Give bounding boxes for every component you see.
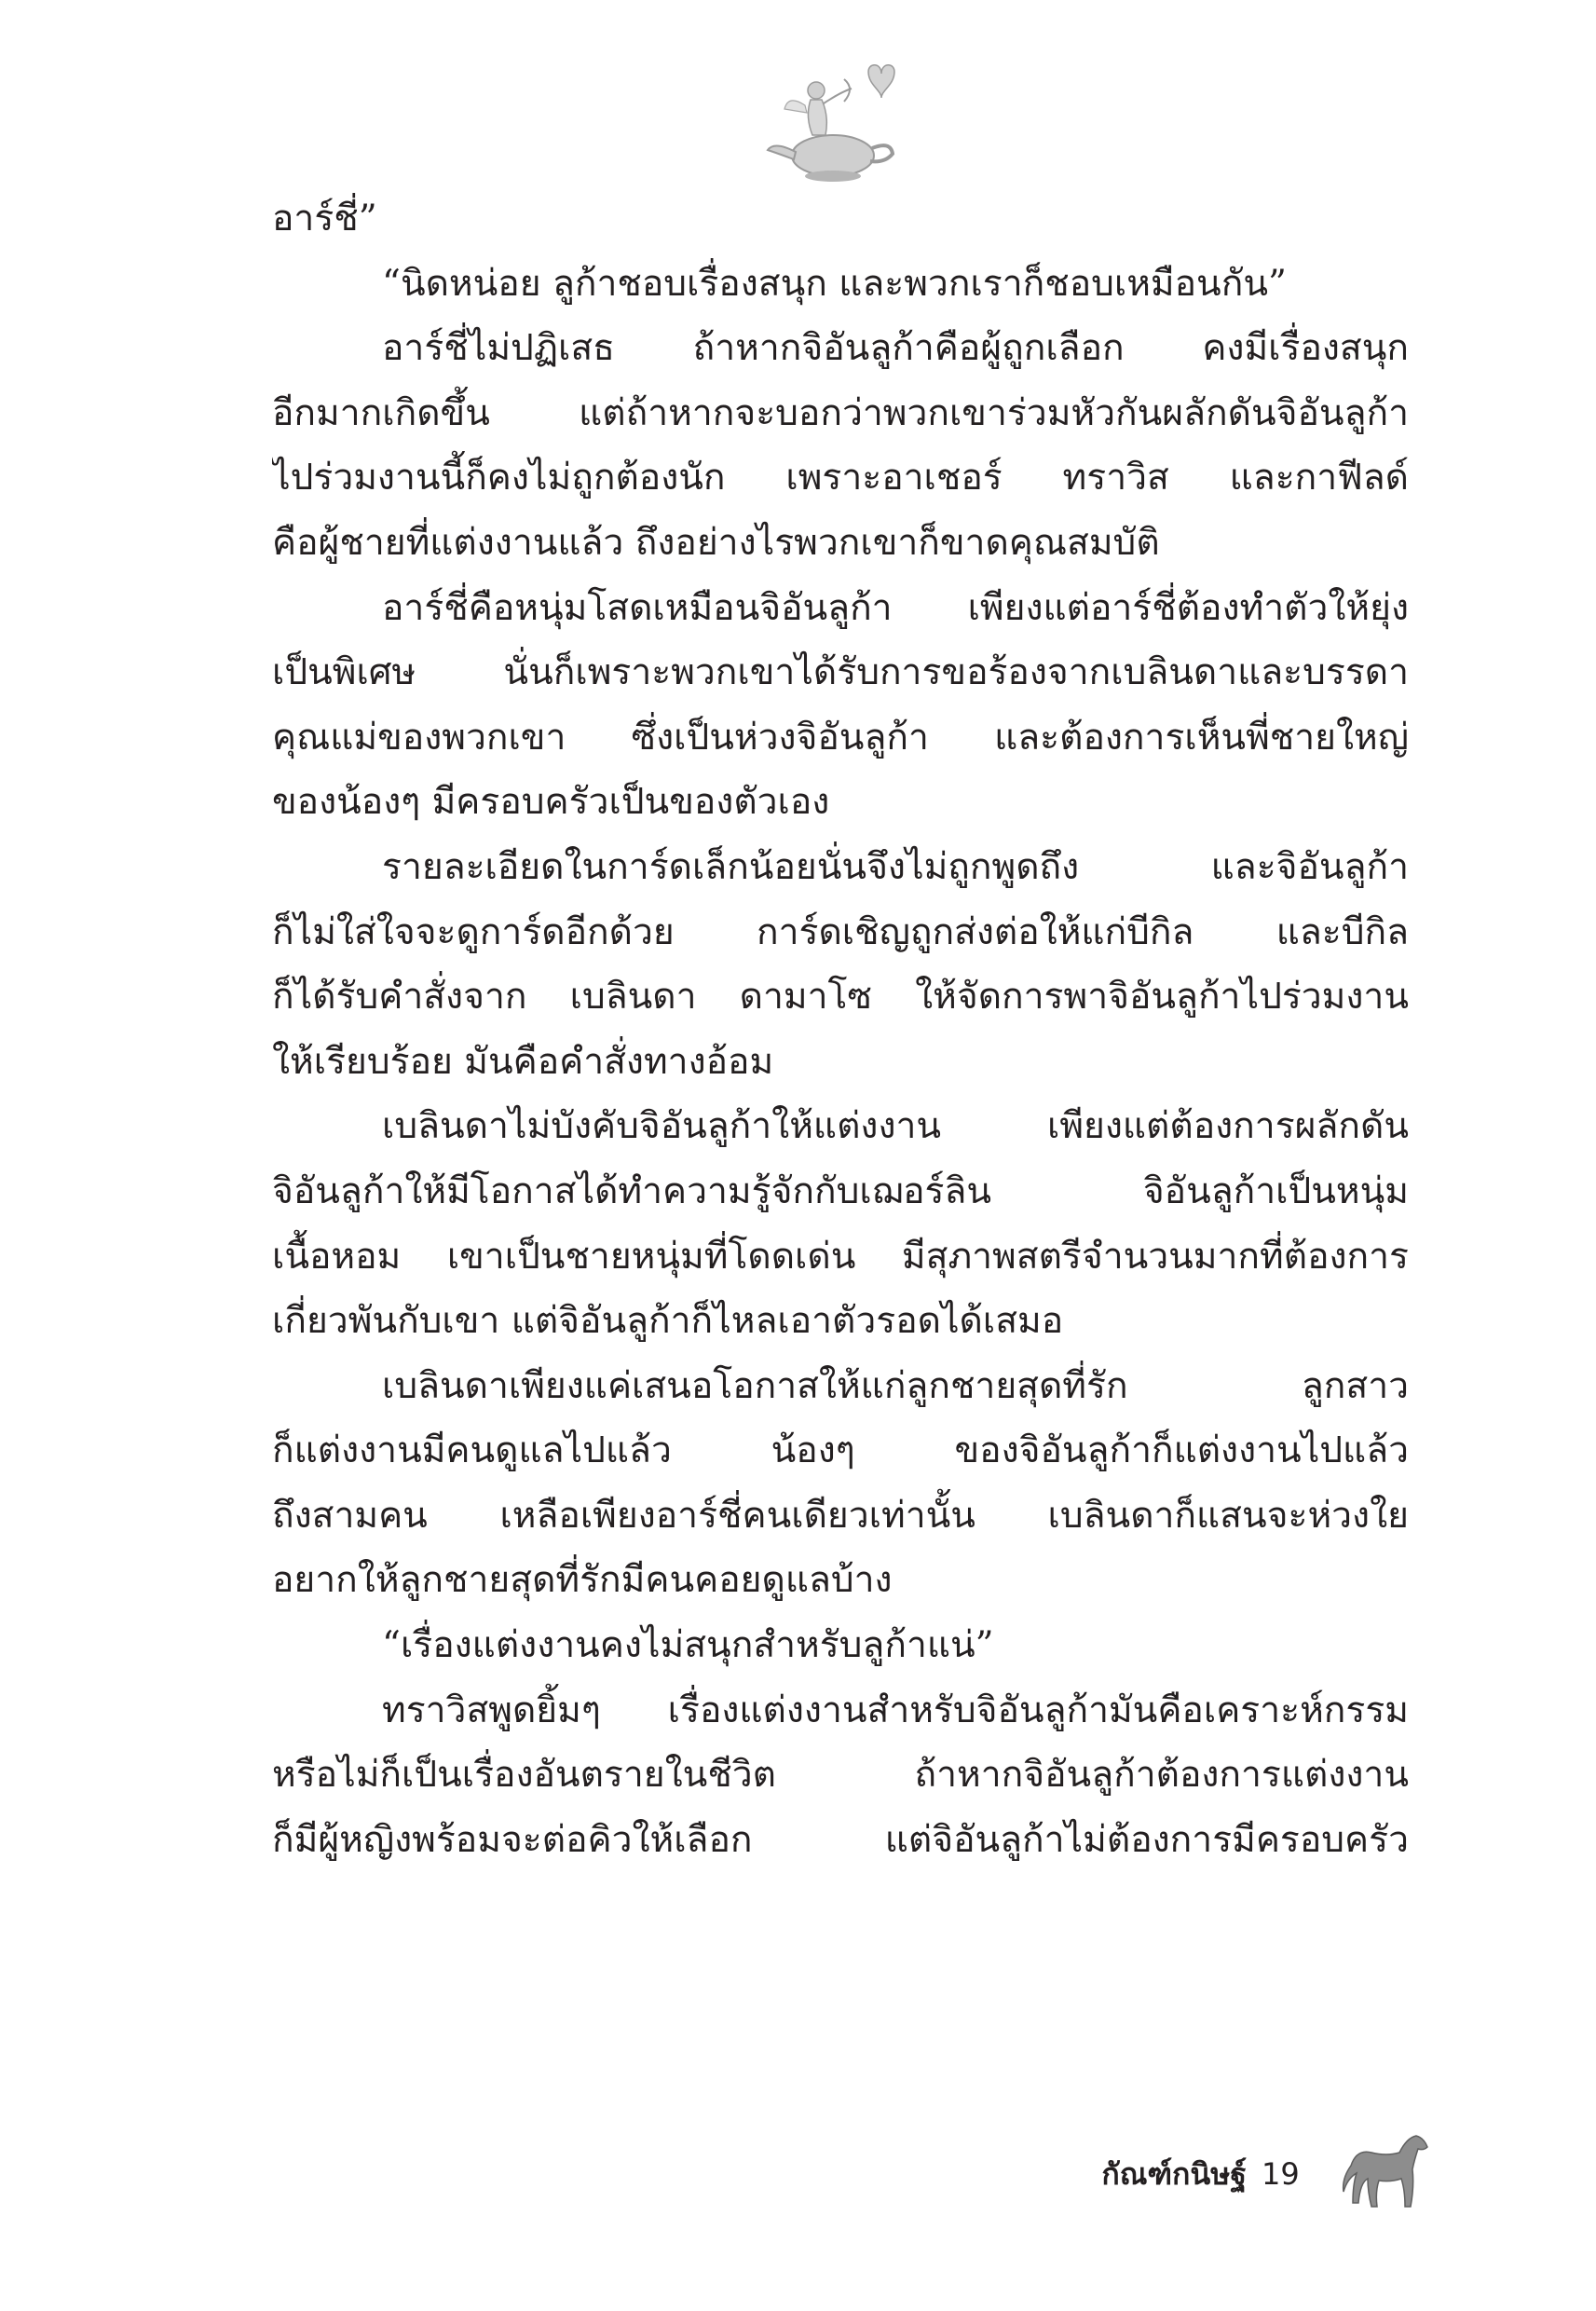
text-line: อาร์ชี่ไม่ปฏิเสธ ถ้าหากจิอันลูก้าคือผู้ถูกเลือก คงมีเรื่องสนุก [382, 327, 1409, 370]
text-line: เนื้อหอม เขาเป็นชายหนุ่มที่โดดเด่น มีสุภาพสตรีจำนวนมากที่ต้องการ [272, 1235, 1409, 1278]
text-line: ไปร่วมงานนี้ก็คงไม่ถูกต้องนัก เพราะอาเชอร์ ทราวิส และกาฟีลด์ [272, 457, 1409, 499]
text-line: ให้เรียบร้อย มันคือคำสั่งทางอ้อม [272, 1040, 774, 1083]
text-line: ถึงสามคน เหลือเพียงอาร์ชี่คนเดียวเท่านั้น เบลินดาก็แสนจะห่วงใย [272, 1494, 1409, 1537]
text-line: อาร์ชี่” [272, 198, 377, 239]
page-number: 19 [1262, 2156, 1300, 2192]
text-line: อาร์ชี่คือหนุ่มโสดเหมือนจิอันลูก้า เพียงแต่อาร์ชี่ต้องทำตัวให้ยุ่ง [382, 586, 1409, 629]
text-line: “เรื่องแต่งงานคงไม่สนุกสำหรับลูก้าแน่” [382, 1624, 994, 1667]
text-line: ทราวิสพูดยิ้มๆ เรื่องแต่งงานสำหรับจิอันลูก้ามันคือเคราะห์กรรม [382, 1689, 1409, 1731]
text-line: คือผู้ชายที่แต่งงานแล้ว ถึงอย่างไรพวกเขาก็ขาดคุณสมบัติ [272, 521, 1160, 564]
book-title: กัณฑ์กนิษฐ์ [1101, 2156, 1247, 2192]
text-line: ก็ได้รับคำสั่งจาก เบลินดา ดามาโซ ให้จัดการพาจิอันลูก้าไปร่วมงาน [272, 976, 1409, 1019]
text-line: อยากให้ลูกชายสุดที่รักมีคนคอยดูแลบ้าง [272, 1559, 893, 1602]
text-line: ก็มีผู้หญิงพร้อมจะต่อคิวให้เลือก แต่จิอันลูก้าไม่ต้องการมีครอบครัว [272, 1818, 1409, 1861]
text-line: รายละเอียดในการ์ดเล็กน้อยนั่นจึงไม่ถูกพูดถึง และจิอันลูก้า [382, 845, 1409, 888]
text-line: เป็นพิเศษ นั่นก็เพราะพวกเขาได้รับการขอร้องจากเบลินดาและบรรดา [272, 651, 1409, 694]
text-line: เกี่ยวพันกับเขา แต่จิอันลูก้าก็ไหลเอาตัวรอดได้เสมอ [272, 1300, 1064, 1343]
text-line: อีกมากเกิดขึ้น แต่ถ้าหากจะบอกว่าพวกเขาร่วมหัวกันผลักดันจิอันลูก้า [272, 391, 1409, 434]
text-line: “นิดหน่อย ลูก้าชอบเรื่องสนุก และพวกเราก็ชอบเหมือนกัน” [382, 262, 1287, 305]
text-line: หรือไม่ก็เป็นเรื่องอันตรายในชีวิต ถ้าหากจิอันลูก้าต้องการแต่งงาน [272, 1754, 1409, 1797]
body-text [272, 186, 1409, 1872]
text-line: ของน้องๆ มีครอบครัวเป็นของตัวเอง [272, 781, 830, 824]
cupid-teapot-ornament-icon [751, 51, 919, 191]
text-line: จิอันลูก้าให้มีโอกาสได้ทำความรู้จักกับเฌอร์ลิน จิอันลูก้าเป็นหนุ่ม [272, 1169, 1409, 1212]
horse-icon [1334, 2117, 1437, 2220]
text-line: เบลินดาเพียงแค่เสนอโอกาสให้แก่ลูกชายสุดที่รัก ลูกสาว [382, 1364, 1409, 1407]
text-line: ก็ไม่ใส่ใจจะดูการ์ดอีกด้วย การ์ดเชิญถูกส่งต่อให้แก่บีกิล และบีกิล [272, 910, 1409, 953]
text-line: คุณแม่ของพวกเขา ซึ่งเป็นห่วงจิอันลูก้า และต้องการเห็นพี่ชายใหญ่ [272, 716, 1409, 759]
text-line: ก็แต่งงานมีคนดูแลไปแล้ว น้องๆ ของจิอันลูก้าก็แต่งงานไปแล้ว [272, 1429, 1409, 1472]
text-line: เบลินดาไม่บังคับจิอันลูก้าให้แต่งงาน เพียงแต่ต้องการผลักดัน [382, 1105, 1409, 1148]
